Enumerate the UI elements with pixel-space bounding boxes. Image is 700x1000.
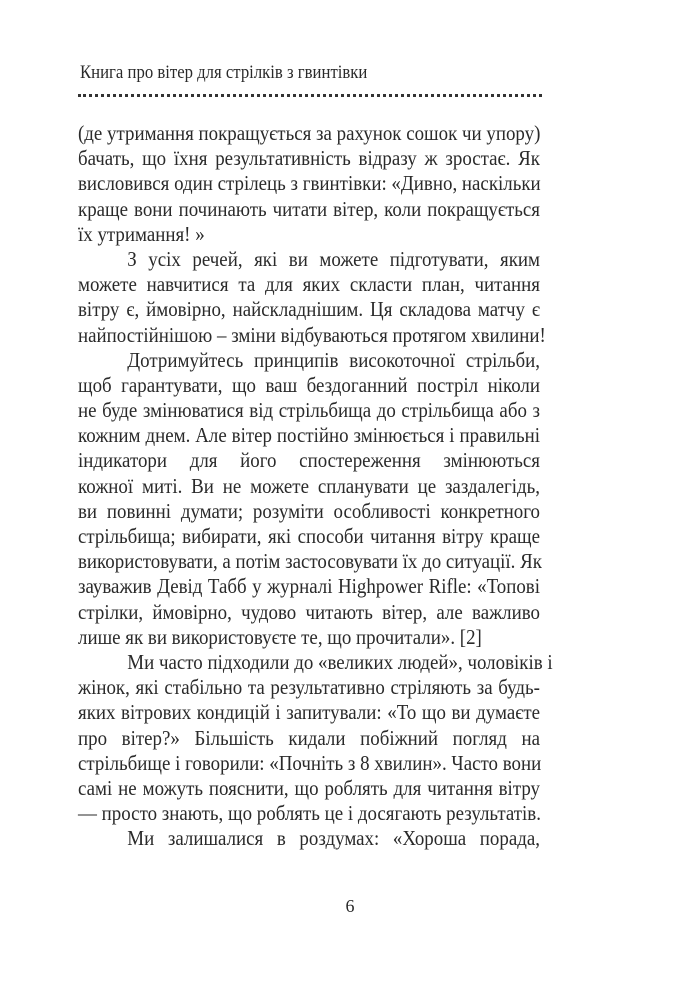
text-line: стрільбища; вибирати, які способи читання вітру краще xyxy=(78,524,540,548)
text-line: можете навчитися та для яких скласти план, читання xyxy=(78,272,540,297)
text-line: Ми залишалися в роздумах: «Хороша порада, xyxy=(127,826,540,851)
text-line: про вітер?» Більшість кидали побіжний погляд на xyxy=(78,725,540,750)
page-number: 6 xyxy=(345,896,355,916)
text-line: ви повинні думати; розуміти особливості конкретного xyxy=(78,498,540,523)
text-line: стрільбище і говорили: «Почніть з 8 хвилин». Часто вони xyxy=(78,750,542,775)
text-line: висловився один стрілець з гвинтівки: «Дивно, наскільки xyxy=(78,171,541,196)
text-line: використовувати, а потім застосовувати їх до ситуації. Як xyxy=(78,549,542,574)
paragraph xyxy=(78,826,603,851)
text-line: лише як ви використовуєте те, що прочитали». [2] xyxy=(78,624,482,649)
text-line: — просто знають, що роблять це і досягають результатів. xyxy=(78,801,541,826)
running-header: Книга про вітер для стрілків з гвинтівки xyxy=(80,62,368,83)
paragraph xyxy=(78,348,603,650)
header-dotted-divider xyxy=(78,94,542,97)
text-line: З усіх речей, які ви можете підготувати, яким xyxy=(127,246,540,271)
text-line: кожним днем. Але вітер постійно змінюється і правильні xyxy=(78,423,540,448)
text-line: краще вони починають читати вітер, коли покращується xyxy=(78,196,540,221)
text-line: вітру є, ймовірно, найскладнішим. Ця складова матчу є xyxy=(78,297,540,322)
page-body xyxy=(78,121,603,851)
text-line: індикатори для його спостереження змінюються xyxy=(78,448,540,473)
text-line: жінок, які стабільно та результативно стріляють за будь- xyxy=(78,675,540,700)
text-line: самі не можуть пояснити, що роблять для читання вітру xyxy=(78,775,540,800)
text-line: їх утримання! » xyxy=(78,221,205,246)
text-line: яких вітрових кондицій і запитували: «То що ви думаєте xyxy=(78,700,540,725)
paragraph xyxy=(78,247,603,348)
text-line: зауважив Девід Табб у журналі Highpower Rifle: «Топові xyxy=(78,574,540,599)
text-line: бачать, що їхня результативність відразу ж зростає. Як xyxy=(78,146,540,171)
text-line: Ми часто підходили до «великих людей», чоловіків і xyxy=(127,649,553,674)
text-line: Дотримуйтесь принципів високоточної стрільби, xyxy=(127,347,540,372)
text-line: (де утримання покращується за рахунок сошок чи упору) xyxy=(78,121,541,145)
paragraph xyxy=(78,650,603,826)
paragraph xyxy=(78,121,603,247)
text-line: стрілки, ймовірно, чудово читають вітер, але важливо xyxy=(78,599,540,624)
text-line: кожної миті. Ви не можете спланувати це заздалегідь, xyxy=(78,473,540,498)
text-line: не буде змінюватися від стрільбища до стрільбища або з xyxy=(78,398,540,423)
text-line: щоб гарантувати, що ваш бездоганний постріл ніколи xyxy=(78,372,540,397)
text-line: найпостійнішою – зміни відбуваються протягом хвилини! xyxy=(78,322,546,347)
